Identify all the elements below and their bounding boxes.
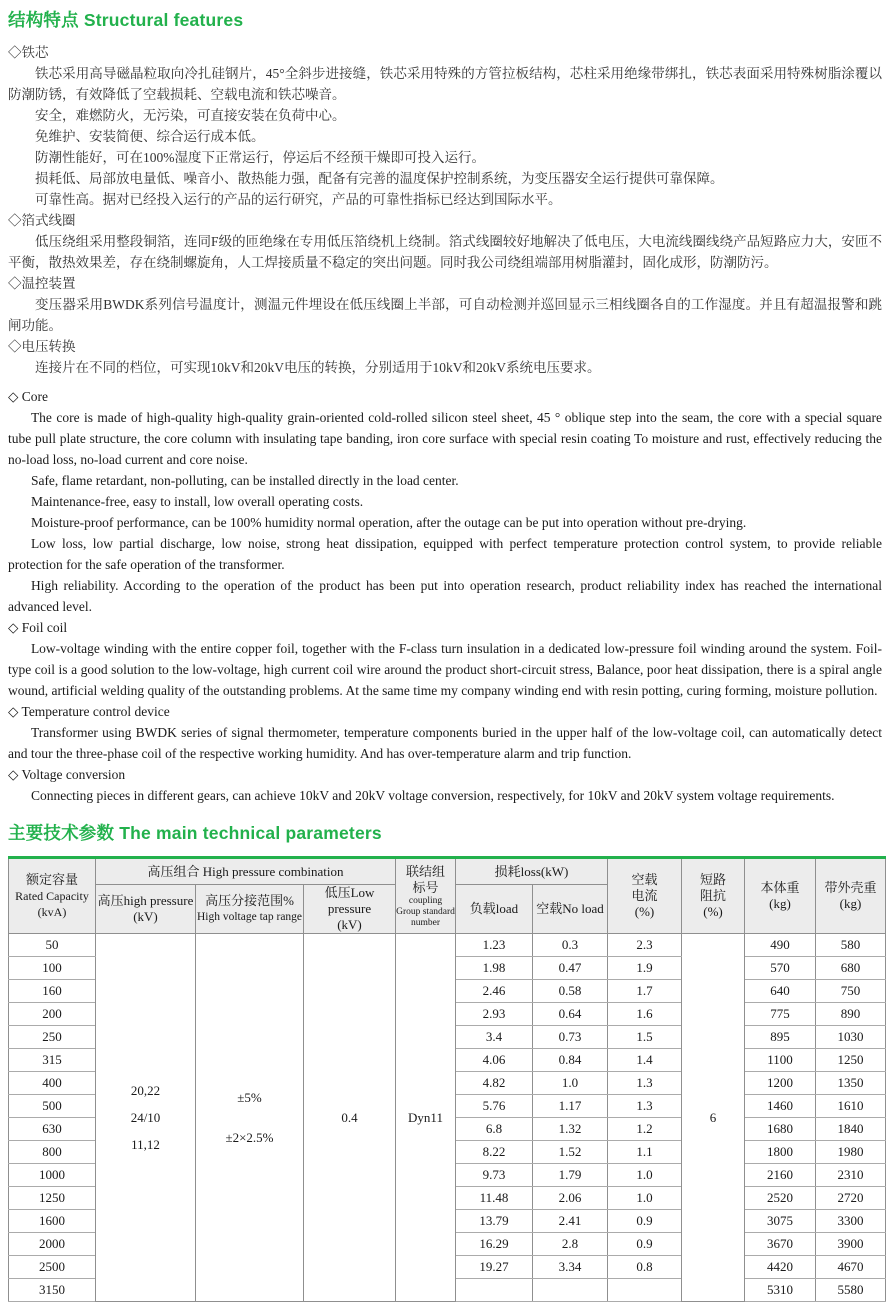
col-header-coupling: 联结组 标号 coupling Group standard number (396, 858, 456, 934)
cell-body-weight: 3670 (745, 1233, 816, 1256)
cell-no-load-current: 0.9 (608, 1210, 682, 1233)
cell-body-weight: 640 (745, 980, 816, 1003)
cell-rated-capacity: 100 (9, 957, 96, 980)
cell-load-loss: 4.82 (456, 1072, 533, 1095)
feature-paragraph-en: Maintenance-free, easy to install, low overall operating costs. (30, 494, 364, 509)
cell-with-shell-weight: 3300 (816, 1210, 886, 1233)
cell-no-load-loss: 2.06 (533, 1187, 608, 1210)
parameters-table-body (9, 934, 886, 1302)
col-header-load-loss: 负载load (456, 885, 533, 934)
feature-paragraph-cn: 免维护、安装简便、综合运行成本低。 (35, 129, 265, 144)
section-title-main-parameters: 主要技术参数 The main technical parameters (8, 823, 382, 843)
cell-body-weight: 4420 (745, 1256, 816, 1279)
col-header-tap-range: 高压分接范围% High voltage tap range (196, 885, 304, 934)
cell-no-load-loss: 0.73 (533, 1026, 608, 1049)
cell-body-weight: 895 (745, 1026, 816, 1049)
feature-heading-cn: ◇温控装置 (8, 276, 76, 291)
feature-paragraph-en: Low-voltage winding with the entire copper foil, together with the F-class turn insulation in a dedicated low-pressure foil winding around the system. Foil-type coil is a good solution to the low-voltage, high current coil wire around the product short-circuit stress, Balance, poor heat dissipation, there is a spiral angle wound, artificial welding quality of the outstanding problems. At the same time my company winding end with resin potting, curing forming, moisture pollution. (8, 641, 882, 698)
cell-no-load-loss: 0.58 (533, 980, 608, 1003)
cell-body-weight: 5310 (745, 1279, 816, 1302)
cell-rated-capacity: 800 (9, 1141, 96, 1164)
cell-no-load-current: 1.3 (608, 1095, 682, 1118)
feature-heading-en: ◇ Voltage conversion (8, 767, 126, 782)
cell-with-shell-weight: 1980 (816, 1141, 886, 1164)
cell-no-load-current: 1.5 (608, 1026, 682, 1049)
cell-with-shell-weight: 3900 (816, 1233, 886, 1256)
col-header-low-pressure: 低压Low pressure (kV) (304, 885, 396, 934)
feature-paragraph-cn: 变压器采用BWDK系列信号温度计，测温元件埋设在低压线圈上半部，可自动检测并巡回显示三相线圈各自的工作湿度。并且有超温报警和跳闸功能。 (8, 297, 882, 333)
cell-load-loss: 16.29 (456, 1233, 533, 1256)
cell-rated-capacity: 3150 (9, 1279, 96, 1302)
cell-no-load-current: 1.2 (608, 1118, 682, 1141)
section-title-structural-features: 结构特点 Structural features (8, 10, 244, 30)
feature-paragraph-en: Moisture-proof performance, can be 100% humidity normal operation, after the outage can be put into operation without pre-drying. (30, 515, 747, 530)
feature-heading-en: ◇ Core (8, 389, 48, 404)
feature-heading-cn: ◇箔式线圈 (8, 213, 76, 228)
feature-paragraph-en: Low loss, low partial discharge, low noise, strong heat dissipation, equipped with perfect temperature protection control system, to provide reliable protection for the safe operation of the transformer. (8, 536, 882, 572)
cell-load-loss (456, 1279, 533, 1302)
cell-rated-capacity: 2500 (9, 1256, 96, 1279)
cell-load-loss: 2.46 (456, 980, 533, 1003)
group-header-hp-combination: 高压组合 High pressure combination (96, 858, 396, 885)
cell-no-load-loss: 1.32 (533, 1118, 608, 1141)
cell-no-load-loss: 1.52 (533, 1141, 608, 1164)
cell-no-load-current: 1.9 (608, 957, 682, 980)
cell-with-shell-weight: 1840 (816, 1118, 886, 1141)
table-row (9, 934, 886, 957)
cell-rated-capacity: 2000 (9, 1233, 96, 1256)
cell-body-weight: 490 (745, 934, 816, 957)
cell-with-shell-weight: 2720 (816, 1187, 886, 1210)
cell-body-weight: 2160 (745, 1164, 816, 1187)
feature-paragraph-cn: 安全，难燃防火，无污染，可直接安装在负荷中心。 (35, 108, 346, 123)
col-header-no-load-loss: 空载No load (533, 885, 608, 934)
cell-no-load-current: 1.6 (608, 1003, 682, 1026)
cell-no-load-current: 1.7 (608, 980, 682, 1003)
cell-with-shell-weight: 2310 (816, 1164, 886, 1187)
cell-body-weight: 1800 (745, 1141, 816, 1164)
feature-paragraph-cn: 损耗低、局部放电量低、噪音小、散热能力强，配备有完善的温度保护控制系统，为变压器安全运行提供可靠保障。 (35, 171, 724, 186)
cell-with-shell-weight: 1250 (816, 1049, 886, 1072)
cell-no-load-loss: 1.17 (533, 1095, 608, 1118)
parameters-table (8, 856, 886, 1302)
feature-paragraph-cn: 防潮性能好，可在100%湿度下正常运行，停运后不经预干燥即可投入运行。 (35, 150, 485, 165)
cell-rated-capacity: 250 (9, 1026, 96, 1049)
cell-load-loss: 13.79 (456, 1210, 533, 1233)
cell-no-load-current: 0.9 (608, 1233, 682, 1256)
feature-heading-cn: ◇铁芯 (8, 45, 49, 60)
cell-body-weight: 1460 (745, 1095, 816, 1118)
col-header-rated-capacity: 额定容量 Rated Capacity (kvA) (9, 858, 96, 934)
cell-load-loss: 1.98 (456, 957, 533, 980)
cell-body-weight: 775 (745, 1003, 816, 1026)
cell-rated-capacity: 1250 (9, 1187, 96, 1210)
cell-load-loss: 6.8 (456, 1118, 533, 1141)
cell-load-loss: 19.27 (456, 1256, 533, 1279)
cell-load-loss: 4.06 (456, 1049, 533, 1072)
cell-rated-capacity: 50 (9, 934, 96, 957)
cell-rated-capacity: 200 (9, 1003, 96, 1026)
cell-no-load-current: 1.0 (608, 1187, 682, 1210)
cell-with-shell-weight: 1030 (816, 1026, 886, 1049)
cell-body-weight: 3075 (745, 1210, 816, 1233)
cell-with-shell-weight: 890 (816, 1003, 886, 1026)
cell-rated-capacity: 160 (9, 980, 96, 1003)
cell-rated-capacity: 1600 (9, 1210, 96, 1233)
cell-no-load-loss: 2.8 (533, 1233, 608, 1256)
cell-rated-capacity: 500 (9, 1095, 96, 1118)
cell-body-weight: 570 (745, 957, 816, 980)
cell-body-weight: 1680 (745, 1118, 816, 1141)
cell-no-load-loss: 0.3 (533, 934, 608, 957)
cell-no-load-loss: 0.47 (533, 957, 608, 980)
col-header-short-circuit-impedance: 短路 阻抗 (%) (682, 858, 745, 934)
cell-coupling: Dyn11 (396, 934, 456, 1302)
cell-tap-range: ±5% ±2×2.5% (196, 934, 304, 1302)
col-header-body-weight: 本体重 (kg) (745, 858, 816, 934)
cell-load-loss: 8.22 (456, 1141, 533, 1164)
cell-no-load-current: 1.1 (608, 1141, 682, 1164)
cell-no-load-loss: 1.79 (533, 1164, 608, 1187)
feature-paragraph-cn: 低压绕组采用整段铜箔，连同F级的匝绝缘在专用低压箔绕机上绕制。箔式线圈较好地解决了低电压，大电流线圈线绕产品短路应力大，安匝不平衡，散热效果差，存在绕制螺旋角，人工焊接质量不稳定的突出问题。同时我公司绕组端部用树脂灌封，固化成形，防潮防污。 (8, 234, 882, 270)
feature-paragraph-en: Safe, flame retardant, non-polluting, can be installed directly in the load center. (30, 473, 459, 488)
feature-paragraph-en: The core is made of high-quality high-quality grain-oriented cold-rolled silicon steel sheet, 45 ° oblique step into the seam, the core with a special square tube pull plate structure, the core column with insulating tape banding, iron core surface with special resin coating To moisture and rust, effectively reducing the no-load loss, no-load current and core noise. (8, 410, 882, 467)
feature-paragraph-cn: 可靠性高。据对已经投入运行的产品的运行研究，产品的可靠性指标已经达到国际水平。 (35, 192, 562, 207)
cell-no-load-loss (533, 1279, 608, 1302)
cell-rated-capacity: 1000 (9, 1164, 96, 1187)
col-header-with-shell-weight: 带外壳重 (kg) (816, 858, 886, 934)
cell-no-load-loss: 0.84 (533, 1049, 608, 1072)
cell-low-pressure: 0.4 (304, 934, 396, 1302)
cell-no-load-current: 1.3 (608, 1072, 682, 1095)
cell-no-load-current (608, 1279, 682, 1302)
cell-body-weight: 1200 (745, 1072, 816, 1095)
feature-heading-en: ◇ Foil coil (8, 620, 68, 635)
cell-high-pressure: 20,22 24/10 11,12 (96, 934, 196, 1302)
cell-load-loss: 3.4 (456, 1026, 533, 1049)
cell-load-loss: 9.73 (456, 1164, 533, 1187)
cell-rated-capacity: 400 (9, 1072, 96, 1095)
cell-no-load-loss: 1.0 (533, 1072, 608, 1095)
cell-with-shell-weight: 4670 (816, 1256, 886, 1279)
cell-no-load-loss: 2.41 (533, 1210, 608, 1233)
cell-with-shell-weight: 580 (816, 934, 886, 957)
cell-load-loss: 5.76 (456, 1095, 533, 1118)
cell-body-weight: 2520 (745, 1187, 816, 1210)
feature-paragraph-en: High reliability. According to the operation of the product has been put into operation research, product reliability index has reached the international advanced level. (8, 578, 882, 614)
cell-no-load-current: 1.4 (608, 1049, 682, 1072)
cell-no-load-loss: 3.34 (533, 1256, 608, 1279)
cell-no-load-current: 1.0 (608, 1164, 682, 1187)
cell-load-loss: 2.93 (456, 1003, 533, 1026)
feature-paragraph-en: Connecting pieces in different gears, can achieve 10kV and 20kV voltage conversion, respectively, for 10kV and 20kV system voltage requirements. (30, 788, 835, 803)
col-header-no-load-current: 空载 电流 (%) (608, 858, 682, 934)
feature-heading-en: ◇ Temperature control device (8, 704, 170, 719)
cell-load-loss: 1.23 (456, 934, 533, 957)
col-header-high-pressure: 高压high pressure (kV) (96, 885, 196, 934)
feature-paragraph-en: Transformer using BWDK series of signal thermometer, temperature components buried in the upper half of the low-voltage coil, can automatically detect and tour the three-phase coil of the respective working humidity. And has over-temperature alarm and trip function. (8, 725, 882, 761)
cell-with-shell-weight: 680 (816, 957, 886, 980)
features-chinese (8, 42, 882, 378)
cell-body-weight: 1100 (745, 1049, 816, 1072)
cell-load-loss: 11.48 (456, 1187, 533, 1210)
cell-no-load-current: 2.3 (608, 934, 682, 957)
cell-short-circuit-impedance: 6 (682, 934, 745, 1302)
cell-no-load-loss: 0.64 (533, 1003, 608, 1026)
cell-with-shell-weight: 1610 (816, 1095, 886, 1118)
cell-rated-capacity: 630 (9, 1118, 96, 1141)
feature-heading-cn: ◇电压转换 (8, 339, 76, 354)
cell-with-shell-weight: 750 (816, 980, 886, 1003)
feature-paragraph-cn: 铁芯采用高导磁晶粒取向冷扎硅钢片，45°全斜步进接缝，铁芯采用特殊的方管拉板结构，芯柱采用绝缘带绑扎，铁芯表面采用特殊树脂涂覆以防潮防锈，有效降低了空载损耗、空载电流和铁芯噪音。 (8, 66, 882, 102)
group-header-loss: 损耗loss(kW) (456, 858, 608, 885)
cell-no-load-current: 0.8 (608, 1256, 682, 1279)
cell-with-shell-weight: 5580 (816, 1279, 886, 1302)
features-english (8, 386, 882, 806)
cell-rated-capacity: 315 (9, 1049, 96, 1072)
feature-paragraph-cn: 连接片在不同的档位，可实现10kV和20kV电压的转换，分别适用于10kV和20kV系统电压要求。 (35, 360, 601, 375)
cell-with-shell-weight: 1350 (816, 1072, 886, 1095)
